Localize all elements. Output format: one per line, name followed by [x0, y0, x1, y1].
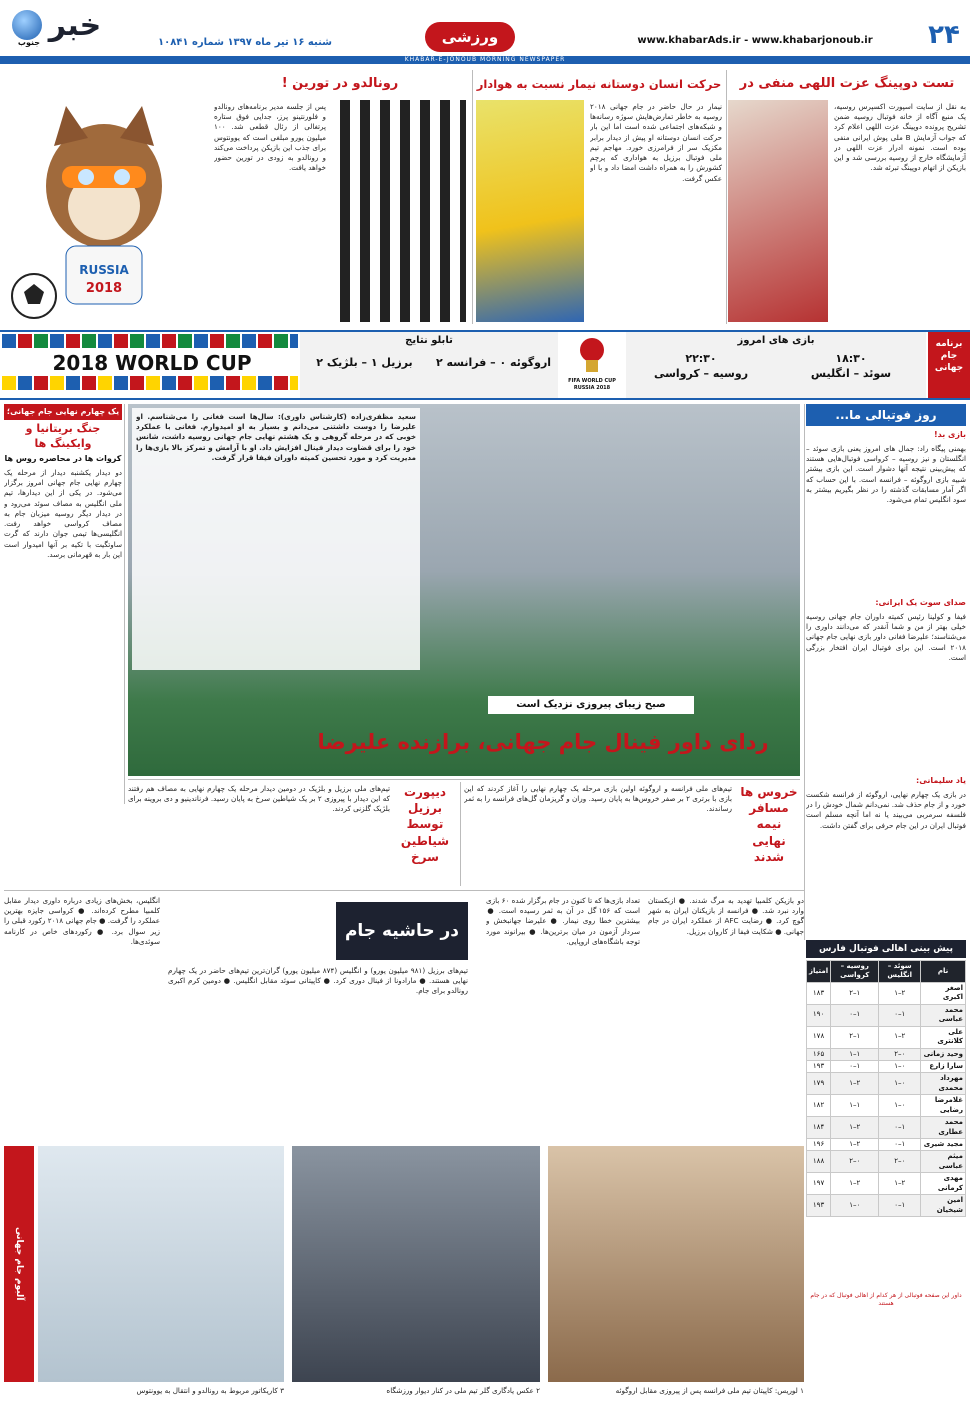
results-board	[300, 332, 558, 398]
table-cell: ۰–۲	[879, 1048, 921, 1060]
story-body: نیمار در حال حاضر در جام جهانی ۲۰۱۸ روسیه به خاطر تمارض‌هایش سوژه رسانه‌ها و شبکه‌های اجتماعی شده است اما این بار حرکت انسان دوستانه او پیش از دیدار برابر مکزیک سر از فرامرزی خورد. مهاجم تیم ملی فوتبال برزیل به هواداری که پرچم کشورش را به همراه داشت امضا داد و با او عکس گرفت.	[590, 102, 722, 183]
album-caption-1: ۱ لوریس: کاپیتان تیم ملی فرانسه پس از پیروزی مقابل اروگوئه	[615, 1386, 804, 1395]
table-cell: مجید شیری	[921, 1139, 966, 1151]
table-cell: ۱–۱	[831, 1095, 879, 1117]
table-cell: وحید زمانی	[921, 1048, 966, 1060]
flags-panel	[2, 334, 298, 398]
predictions-title: پیش بینی اهالی فوتبال فارس	[806, 940, 966, 958]
table-cell: ۱–۰	[831, 1060, 879, 1072]
table-row	[807, 1139, 966, 1151]
middle-story-france	[464, 782, 800, 886]
player-photo	[728, 100, 828, 322]
table-cell: ۲–۱	[831, 1139, 879, 1151]
masthead	[0, 0, 970, 64]
predictions-table	[806, 960, 966, 1217]
table-cell: محمد عطاری	[921, 1117, 966, 1139]
flags-row-bottom	[2, 376, 298, 390]
album-photo-1	[548, 1146, 804, 1382]
svg-text:2018: 2018	[85, 281, 123, 296]
sub-head-2: صدای سوت یک ایرانی:	[875, 598, 966, 607]
table-cell: سارا زارع	[921, 1060, 966, 1072]
story-body: به نقل از سایت اسپورت اکسپرس روسیه، یک منبع آگاه از خانه فوتبال روسیه ضمن تشریح پرونده دوپینگ عزت اللهی اعلام کرد که جواب آزمایش B ملی پوش ایرانی منفی بوده است. نمونه ادرار عزت اللهی در آزمایشگاه خارج از روسیه بررسی شد و این بازیکن از اتهام دوپینگ تبرئه شد.	[834, 102, 966, 173]
table-cell: ۱۸۳	[807, 982, 831, 1004]
predictions-table-wrap	[806, 960, 966, 1290]
table-cell: ۱۹۳	[807, 1195, 831, 1217]
page-number: ۲۴	[928, 20, 960, 50]
table-cell: ۰–۱	[831, 1195, 879, 1217]
story-title[interactable]: تست دوپینگ عزت اللهی منفی در	[739, 76, 955, 91]
game-time: ۱۸:۳۰	[835, 352, 867, 365]
story-title[interactable]: رونالدو در تورین !	[281, 76, 399, 91]
top-story-ronaldo	[212, 70, 468, 326]
story-title[interactable]: حرکت انسان دوستانه نیمار نسبت به هوادار	[476, 77, 722, 91]
table-cell: محمد عباسی	[921, 1004, 966, 1026]
feature-headline: ردای داور فینال جام جهانی، برازنده علیرضا	[317, 730, 769, 754]
result-1: اروگوئه ۰ – فرانسه ۲	[435, 356, 552, 369]
table-cell: ۰–۲	[879, 1151, 921, 1173]
player-photo	[330, 100, 466, 322]
table-row	[807, 1173, 966, 1195]
top-story-neymar	[476, 70, 722, 326]
album-strip	[4, 1146, 804, 1412]
today-game-2	[626, 352, 776, 396]
emblem-text: FIFA WORLD CUP RUSSIA 2018	[568, 377, 616, 391]
logo-sub: جنوب	[17, 38, 40, 47]
sidelines	[4, 894, 804, 1140]
side-body-1: بهمنی پیگاه راد: جمال های امروز یعنی بازی سوئد – انگلستان و نیز روسیه – کرواسی فوتبال‌هایی هستند که پیش‌بینی نتیجه آنها دشوار است. این بازی بیشتر شبیه بازی اروگوئه – فرانسه است. با این حساب که اگر آمار مسابقات گذشته را در نظر بگیریم بیشتر به سود انگلیس تمام می‌شود.	[806, 444, 966, 505]
flags-row-top	[2, 334, 298, 348]
story2-body: تیم‌های ملی برزیل و بلژیک در دومین دیدار مرحله یک چهارم نهایی به مصاف هم رفتند که این دیدار با پیروزی ۲ بر یک شیاطین سرخ به پایان رسید. فرناندینیو و دی بروینه برای بلژیک گلزنی کردند.	[128, 784, 390, 814]
sub-head-1: بازی بد!	[933, 430, 966, 439]
table-header-row	[807, 961, 966, 983]
results-title: تابلو نتایج	[405, 335, 453, 346]
side-column	[806, 404, 966, 934]
table-cell: ۱–۰	[879, 1004, 921, 1026]
middle-story-brazil	[128, 782, 456, 886]
story1-body: تیم‌های ملی فرانسه و اروگوئه اولین بازی مرحله یک چهارم نهایی را آغاز کردند که این بازی با برتری ۲ بر صفر خروس‌ها به پایان رسید. وران و گریزمان گل‌های فرانسه را به ثمر رساندند.	[464, 784, 732, 814]
table-cell: ۲–۱	[879, 1173, 921, 1195]
side-header: روز فوتبالی ما...	[806, 404, 966, 426]
wc-emblem	[560, 334, 624, 396]
mascot-illustration	[4, 96, 204, 324]
table-cell: ۱۹۳	[807, 1060, 831, 1072]
table-cell: ۰–۲	[831, 1151, 879, 1173]
sidelines-col-3: تیم‌های برزیل (۹۸۱ میلیون یورو) و انگلیس (۸۷۴ میلیون یورو) گران‌ترین تیم‌های حاضر در یک چهارم نهایی هستند. ● مارادونا از فینال دوری کرد. ● کاپیتانی سوئد مقابل انگلیس. ● دومین کرم اکبری رونالدو برای جام.	[168, 966, 468, 996]
table-cell: ۱–۰	[879, 1139, 921, 1151]
left-column	[4, 404, 122, 804]
websites: www.khabarAds.ir - www.khabarjonoub.ir	[637, 35, 873, 46]
table-cell: ۰–۱	[879, 1073, 921, 1095]
table-row	[807, 1117, 966, 1139]
table-cell: ۰–۱	[879, 1060, 921, 1072]
today-title: بازی های امروز	[737, 335, 815, 346]
table-cell: ۲–۱	[879, 982, 921, 1004]
schedule-label: برنامه جام جهانی	[928, 332, 970, 398]
today-game-1	[776, 352, 926, 396]
table-cell: ۱–۰	[879, 1117, 921, 1139]
left-headline: جنگ بریتانیا و وایکینگ ها	[25, 422, 101, 450]
album-photo-3	[38, 1146, 284, 1382]
col-score: امتیاز	[807, 961, 831, 983]
today-games	[626, 332, 926, 398]
sidelines-col-2: تعداد بازی‌ها که تا کنون در جام برگزار شده ۶۰ بازی است که ۱۵۶ گل در آن به ثمر رسیده است. ● بیشترین خطا روی نیمار. ● علیرضا جهانبخش و سردار آزمون در میان برترین‌ها. ● بیرانوند مورد توجه باشگاه‌های اروپایی.	[486, 896, 640, 946]
feature-body: سعید مظفری‌زاده (کارشناس داوری): سال‌ها است فغانی را می‌شناسم. او علیرضا را دوست داشتنی می‌دانم و بسیار به او امیدوارم. فغانی با عملکرد خوبی که در مرحله گروهی و یک هشتم نهایی جام جهانی روسیه داشت، شانس خود را برای قضاوت دیدار فینال افزایش داد. او با آرامش و تمرکز بالا بازی‌ها را مدیریت کرد و مورد تحسین کمیته داوران فیفا قرار گرفت.	[136, 412, 416, 462]
table-cell: ۱–۱	[831, 1048, 879, 1060]
table-row	[807, 1026, 966, 1048]
table-cell: ۲–۱	[879, 1026, 921, 1048]
story-body: پس از جلسه مدیر برنامه‌های رونالدو و فلورنتینو پرز، جدایی فوق ستاره پرتغالی از رئال قطعی شد. ۱۰۰ میلیون یورو مبلغی است که یوونتوس برای جذب این بازیکن پرداخت می‌کند و رونالدو به زودی در تورین حضور خواهد یافت.	[214, 102, 326, 173]
logo-globe-icon	[12, 10, 42, 40]
table-cell: ۱۶۵	[807, 1048, 831, 1060]
album-photo-2	[292, 1146, 540, 1382]
table-cell: ۱–۰	[831, 1004, 879, 1026]
sidelines-col-1: دو بازیکن کلمبیا تهدید به مرگ شدند. ● ازبکستان وارد نبرد شد. ● فرانسه از بازیکنان ایران به شهر گوچ کرد. ● رضایت AFC از عملکرد ایران در جام جهانی. ● شکایت فیفا از کاروان برزیل.	[648, 896, 804, 936]
col-name: نام	[921, 961, 966, 983]
table-cell: ۱۷۹	[807, 1073, 831, 1095]
table-cell: مهرداد محمدی	[921, 1073, 966, 1095]
table-row	[807, 1151, 966, 1173]
table-cell: علی کلانتری	[921, 1026, 966, 1048]
left-title: یک چهارم نهایی جام جهانی؛	[4, 404, 122, 420]
table-row	[807, 1195, 966, 1217]
table-cell: ۲–۱	[831, 1173, 879, 1195]
table-cell: ۲–۱	[831, 1073, 879, 1095]
table-cell: ۱۹۶	[807, 1139, 831, 1151]
col-game-2: روسیه – کرواسی	[831, 961, 879, 983]
table-cell: ۱–۲	[831, 982, 879, 1004]
logo	[10, 6, 120, 56]
top-stories	[0, 66, 970, 328]
table-cell: ۲–۱	[831, 1117, 879, 1139]
top-story-doping	[728, 70, 966, 326]
result-2: برزیل ۱ – بلژیک ۲	[316, 356, 413, 369]
caption-sub: صبح زیبای پیروزی نزدیک است	[488, 696, 694, 714]
main-feature	[128, 404, 800, 776]
sub-head-3: یاد سلیمانی:	[916, 776, 966, 785]
table-row	[807, 1004, 966, 1026]
table-row	[807, 1048, 966, 1060]
game-teams: روسیه – کرواسی	[653, 366, 749, 380]
predictions-box	[806, 940, 966, 1312]
predictions-footer: داور این صفحه فوتبالی از هر کدام از اهالی فوتبال که در جام هستند	[810, 1292, 962, 1308]
table-row	[807, 1073, 966, 1095]
wolf-mascot-icon	[4, 96, 204, 324]
table-row	[807, 1060, 966, 1072]
section-title: ورزشی	[425, 22, 515, 52]
feature-text-box	[132, 408, 420, 670]
table-cell: ۱۸۲	[807, 1095, 831, 1117]
side-body-3: در بازی یک چهارم نهایی، اروگوئه از فرانسه شکست خورد و از جام حذف شد. نمی‌دانم شمال خودش را در فلسفه سرمربی می‌بیند یا نه اما آنچه مسلم است فوتبال ایران در این جام حرفی برای گفتن داشت.	[806, 790, 966, 830]
table-cell: مهدی کرمانی	[921, 1173, 966, 1195]
table-cell: ۱–۲	[831, 1026, 879, 1048]
album-label: آلبوم جام جهانی	[4, 1146, 34, 1382]
story1-title[interactable]: خروس ها مسافر نیمه نهایی شدند	[740, 785, 798, 864]
table-cell: اصغر اکبری	[921, 982, 966, 1004]
date-line: شنبه ۱۶ تیر ماه ۱۳۹۷ شماره ۱۰۸۴۱	[158, 37, 332, 48]
table-cell: ۱۹۷	[807, 1173, 831, 1195]
game-teams: سوئد – انگلیس	[810, 366, 892, 380]
left-body: دو دیدار یکشنبه دیدار از مرحله یک چهارم نهایی جام جهانی امروز برگزار می‌شود. در یکی از این دیدارها، تیم ملی انگلیس به مصاف سوئد می‌رود و در دیدار دیگر روسیه میزبان جام به مصاف کرواسی خواهد رفت. انگلیسی‌ها تیمی جوان دارند که گرت ساوتگیت با تکیه بر آنها امیدوار است این بار به قهرمانی برسد.	[4, 468, 122, 559]
wc-text: 2018 WORLD CUP	[52, 351, 252, 374]
english-name: KHABAR-E-JONOUB MORNING NEWSPAPER	[0, 56, 970, 64]
svg-text:RUSSIA: RUSSIA	[79, 263, 129, 277]
table-cell: ۱۹۰	[807, 1004, 831, 1026]
album-caption-2: ۲ عکس یادگاری گلر تیم ملی در کنار دیوار ورزشگاه	[386, 1386, 540, 1395]
table-cell: غلامرضا رضایی	[921, 1095, 966, 1117]
col-game-1: سوئد – انگلیس	[879, 961, 921, 983]
game-time: ۲۲:۳۰	[685, 352, 717, 365]
schedule-bar	[0, 330, 970, 400]
predictions-body	[807, 982, 966, 1216]
table-row	[807, 982, 966, 1004]
story2-title[interactable]: دیپورت برزیل توسط شیاطین سرخ	[400, 785, 450, 864]
table-cell: ۱۷۸	[807, 1026, 831, 1048]
world-cup-trophy-icon	[572, 334, 612, 374]
table-cell: امین شیخیان	[921, 1195, 966, 1217]
left-subtitle: کروات ها در محاصره روس ها	[4, 454, 122, 463]
table-cell: ۰–۱	[879, 1095, 921, 1117]
album-caption-3: ۳ کاریکاتور مربوط به رونالدو و انتقال به یوونتوس	[136, 1386, 284, 1395]
sidelines-col-4: انگلیس، بخش‌های زیادی درباره داوری دیدار مقابل کلمبیا مطرح کرده‌اند. ● کرواسی جایزه بهترین عملکرد را گرفت. ● جام جهانی ۲۰۱۸ رکورد قبلی را زیر سوال برد. ● رکوردهای خاص در کارنامه سوئدی‌ها.	[4, 896, 160, 946]
table-cell: ۱–۰	[879, 1195, 921, 1217]
sidelines-title: در حاشیه جام	[336, 902, 468, 960]
table-cell: ۱۸۸	[807, 1151, 831, 1173]
table-row	[807, 1095, 966, 1117]
player-photo	[476, 100, 584, 322]
table-cell: میثم عباسی	[921, 1151, 966, 1173]
logo-text: خبر	[48, 8, 102, 42]
table-cell: ۱۸۴	[807, 1117, 831, 1139]
side-body-2: فیفا و کولینا رئیس کمیته داوران جام جهانی روسیه خیلی بهتر از من و شما آنقدر که می‌دانند داوری را می‌شناسند؛ علیرضا فغانی داور بازی نهایی جام جهانی ۲۰۱۸ است. این برای فوتبال ایران افتخار بزرگی است.	[806, 612, 966, 662]
